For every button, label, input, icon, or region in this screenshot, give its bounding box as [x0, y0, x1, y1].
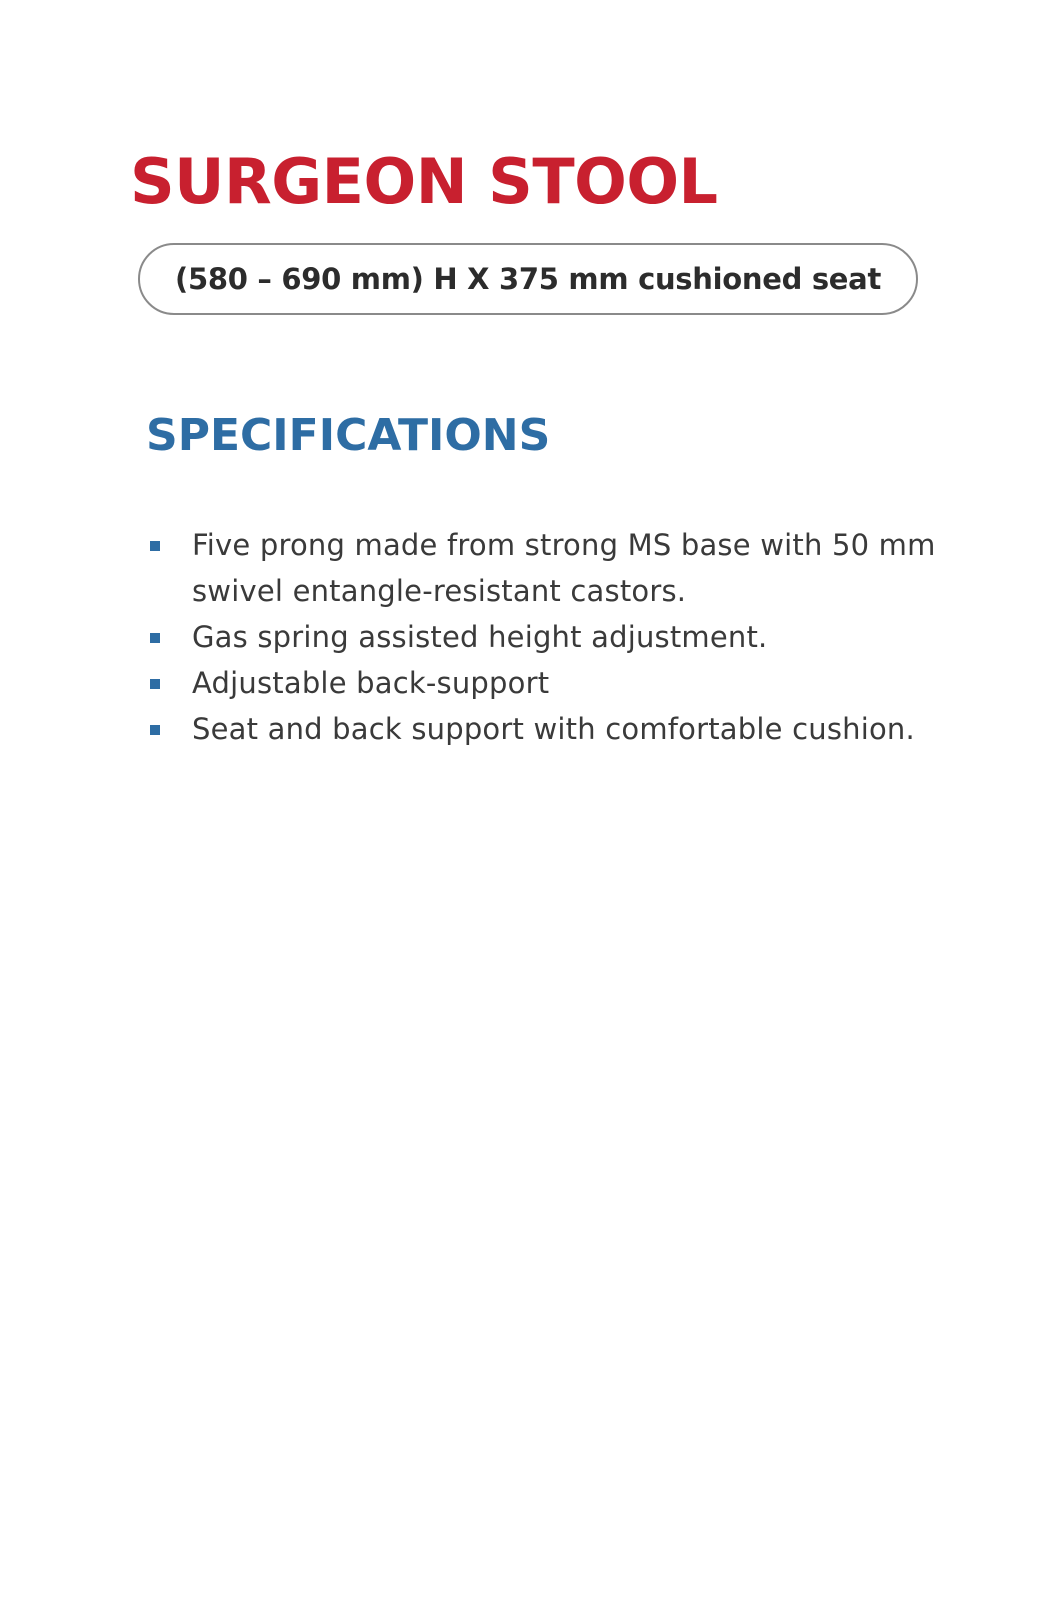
specifications-heading: SPECIFICATIONS	[146, 410, 551, 461]
product-title: SURGEON STOOL	[130, 145, 718, 218]
spec-item-text: Adjustable back-support	[192, 666, 550, 700]
spec-item-text: Seat and back support with comfortable cushion.	[192, 712, 915, 746]
spec-item-text: Five prong made from strong MS base with 50 mm swivel entangle-resistant castors.	[192, 528, 936, 608]
spec-item	[146, 706, 946, 752]
spec-item	[146, 522, 946, 614]
specifications-list	[146, 522, 946, 752]
dimension-text: (580 – 690 mm) H X 375 mm cushioned seat	[174, 262, 882, 296]
spec-item	[146, 614, 946, 660]
dimension-badge	[138, 243, 918, 315]
square-bullet-icon	[150, 725, 160, 735]
square-bullet-icon	[150, 541, 160, 551]
square-bullet-icon	[150, 679, 160, 689]
spec-item-text: Gas spring assisted height adjustment.	[192, 620, 768, 654]
spec-item	[146, 660, 946, 706]
square-bullet-icon	[150, 633, 160, 643]
